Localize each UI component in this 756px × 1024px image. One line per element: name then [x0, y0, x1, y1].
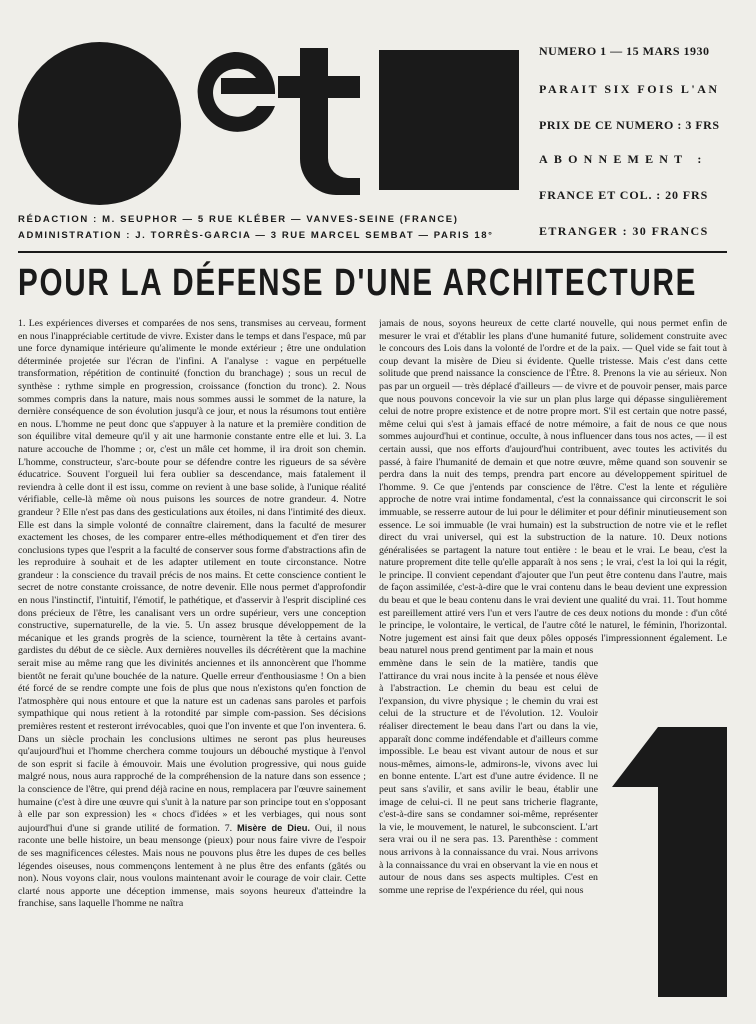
logo-circle	[18, 42, 181, 205]
masthead	[0, 0, 756, 255]
article-column-left	[18, 318, 366, 998]
price: PRIX DE CE NUMERO : 3 FRS	[539, 118, 720, 132]
left-column-text-end: Oui, il nous raconte une belle histoire, un beau mensonge (pieux) pour nous faire vivre de l'espoir de ses magnificences célestes. Mais nous ne pouvons plus être les dupes de ces belles légendes oiseuses, nous commençons lentement à ne plus être des enfants (gâtés ou non). Nous voyons clair, nous voulons maintenant avoir le courage de voir clair. Cette clarté nous apporte une déception immense, mais soyons heureux d'atteindre la franchise, sans laquelle l'homme ne naîtra	[18, 822, 366, 910]
left-column-bold: Misère de Dieu.	[237, 822, 310, 833]
subscription-france: FRANCE ET COL. : 20 FRS	[539, 188, 709, 202]
right-column-text: jamais de nous, soyons heureux de cette clarté nouvelle, qui nous permet enfin de mesurer le vrai et d'établir les plans d'une humanité future, solidement construite avec le concours des Lois dans la volonté de l'ordre et de la paix. — Quel vide se fait tout à coup devant la misère de Dieu si évidente. Quelle tristesse. Mais c'est dans cette solitude que prend naissance la conscience de l'Être. 8. Prenons la vie au sérieux. Non pas par un orgueil — très déplacé d'ailleurs — de vivre et de pouvoir penser, mais parce que nous pouvons concevoir la vie sur un plan plus large qui dépasse singulièrement celui de notre propre existence et de notre propre mort. S'il est certain que notre passé, même celui qui s'est à jamais effacé de notre mémoire, a fait de nous ce que nous sommes aujourd'hui et continue, occulte, à nous influencer dans tous nos actes, — il est certain aussi, que nos efforts d'aujourd'hui contribuent, avec toutes les activités du passé, à faire l'humanité de demain et que notre œuvre, même quand son souvenir se perdra dans la nuit des temps, prendra part encore au développement spirituel de l'homme. 9. Ce que j'entends par conscience de l'être. C'est la lente et régulière approche de notre vrai intime fondamental, c'est la connaissance qui circonscrit le soi immuable, se resserre autour de lui pour le délimiter et pour définir minutieusement son essence. Le soi immuable (le vrai humain) est la substruction de notre vie et le reflet direct du vrai universel, qui est la substruction de la nature. 10. Deux notions généralisées se partagent la nature tout entière : le beau et le vrai. Le beau, c'est la nature proprement dite telle qu'elle apparaît à nos sens ; le vrai, c'est la loi qui la régit, le principe. Il convient cependant d'ajouter que l'un peut être contenu dans l'autre, mais de façon assimilée, c'est-à-dire que le vrai contenu dans le beau devient une expression du beau et que le beau contenu dans le vrai devient une qualité du vrai. 11. Tout homme est pareillement attiré vers l'un et vers l'autre de ces deux notions du monde : d'un côté le principe, le volontaire, le vertical, de l'autre côté le naturel, le féminin, l'horizontal. Notre jugement est ainsi fait que deux pôles opposés l'impressionnent également. Le beau naturel nous prend gentiment par la main et nous	[379, 318, 727, 657]
page-number-one	[612, 727, 727, 997]
logo-square	[379, 50, 519, 190]
logo-letter-e	[191, 48, 277, 136]
masthead-rule	[18, 251, 727, 253]
article-title: POUR LA DÉFENSE D'UNE ARCHITECTURE	[18, 262, 698, 304]
subscription-label: ABONNEMENT :	[539, 152, 708, 166]
logo-letter-t	[278, 48, 360, 195]
subscription-abroad: ETRANGER : 30 FRANCS	[539, 224, 709, 238]
issue-number: NUMERO 1 — 15 MARS 1930	[539, 44, 710, 58]
redaction-address: RÉDACTION : M. SEUPHOR — 5 RUE KLÉBER — VANVES-SEINE (FRANCE)	[18, 214, 459, 225]
left-column-text: 1. Les expériences diverses et comparées de nos sens, transmises au cerveau, forment en nous l'inappréciable certitude de vivre. Exister dans le temps et dans l'espace, mû par une force dynamique intérieure qu'alimente le monde extérieur ; être une ondulation déterminée projetée sur l'écran de l'infini. A l'analyse : vague en perpétuelle transformation, répétition de continuité (fonction du branchage) ; sous un recul de synthèse : rythme simple en progression, croissance (fonction du tronc). 2. Nous sommes compris dans la nature, mais nous sommes aussi le sommet de la nature, la dernière conséquence de son évolution jusqu'à ce jour, et nous la résumons tout entière en nous. L'homme ne peut donc que s'appuyer à la nature et la première condition de son équilibre vital demeure qu'il y ait une harmonie constante entre elle et lui. 3. La nature accouche de l'homme ; or, c'est un mâle cet homme, il ira droit son chemin. L'homme, constructeur, s'arc-boute pour se défendre contre les rigueurs de sa sévère éducatrice. Souvent l'orgueil lui fera oublier sa descendance, mais fatalement il reviendra à celle dont il est issu, comme on revient à une base solide, à l'unique réalité vérifiable, celle-là même où nous puisons les sources de notre grandeur. 4. Notre grandeur ? Elle n'est pas dans des gesticulations aux étoiles, ni dans l'intimité des dieux. Elle est dans la simple volonté de connaître clairement, dans la faculté de mesurer exactement les choses, de les comparer entre-elles méthodiquement et d'en tirer des conclusions types que l'esprit a la faculté de conserver sous forme d'abstractions afin de les reproduire à souhait et de les adapter utilement en toute circonstance. Notre grandeur : la conscience du travail précis de nos mains. Et cette conscience contient le secret de notre constante croissance, de notre devenir. Elle nous permet d'approfondir en nous l'instinctif, l'intuitif, l'émotif, le pathétique, et d'asservir à l'esprit discipliné ces dons précieux de l'être, les canalisant vers un ordre supérieur, vers une conception constructive, supernaturelle, de la vie. 5. Un assez brusque développement de la mécanique et les grands progrès de la science, tournèrent la tête à certains avant-gardistes du début de ce siècle. Aux dernières nouvelles ils décrétèrent que la machine serait mise au même rang que les divinités anciennes et ils annoncèrent que l'homme bientôt ne ferait qu'une bouchée de la nature. Quelle erreur d'enthousiasme ! On a bien été forcé de se rendre compte une fois de plus que nous n'existons qu'en fonction de l'atmosphère qui nous entoure et que la nature est un cadenas sans paroles et parfois sympathique qui nous retient à la rotondité par simple com-passion. Ses décisions premières restent et resteront irrévocables, quoi que l'on invente et que l'on inventera. 6. Dans un siècle prochain les conclusions ultimes ne seront pas plus heureuses qu'aujourd'hui et l'homme cherchera comme toujours un débouché mystique à l'envol de son esprit si facile à émouvoir. Mais une évolution progressive, qui nous guide malgré nous, nous aura rapproché de la compréhension de la nature dans son essence ; la conscience de l'être, qui prend déjà racine en nous, remplacera par l'œuvre sainement humaine (c'est à dire une œuvre qui s'unit à la nature par son principe tout en s'opposant à elle par son expression) les « chocs d'idées » et les verbiages, qui nous sont aujourd'hui d'une si grande utilité de formation. 7.	[18, 318, 366, 834]
right-column-text-narrow: emmène dans le sein de la matière, tandis que l'attirance du vrai nous incite à la pensée et nous élève à l'abstraction. Le chemin du beau est celui de l'expansion, du vivre physique ; le chemin du vrai est celui de la structure et de l'évolution. 12. Vouloir réaliser directement le beau dans l'art ou dans la vie, apparaît donc comme indéfendable et d'ailleurs comme impossible. Le beau est vivant autour de nous et sur nous-mêmes, aimons-le, admirons-le, vivons avec lui en bonne entente. L'art est d'une autre évidence. Il ne peut sans s'avilir, et sans avilir le beau, établir une image de celui-ci. Il ne peut sans tricherie flagrante, c'est-à-dire sans se condamner soi-même, représenter la vie, le mouvement, le naturel, le subconscient. L'art sera vrai ou il ne sera pas. 13. Parenthèse : comment nous arrivons à la connaissance du vrai. Nous arrivons à la connaissance du vrai en observant la vie en nous et autour de nous dans ses aspects multiples. C'est en somme une reprise de l'expérience du réel, qui nous	[379, 658, 598, 896]
frequency: PARAIT SIX FOIS L'AN	[539, 82, 720, 96]
administration-address: ADMINISTRATION : J. TORRÈS-GARCIA — 3 RUE MARCEL SEMBAT — PARIS 18°	[18, 230, 494, 241]
